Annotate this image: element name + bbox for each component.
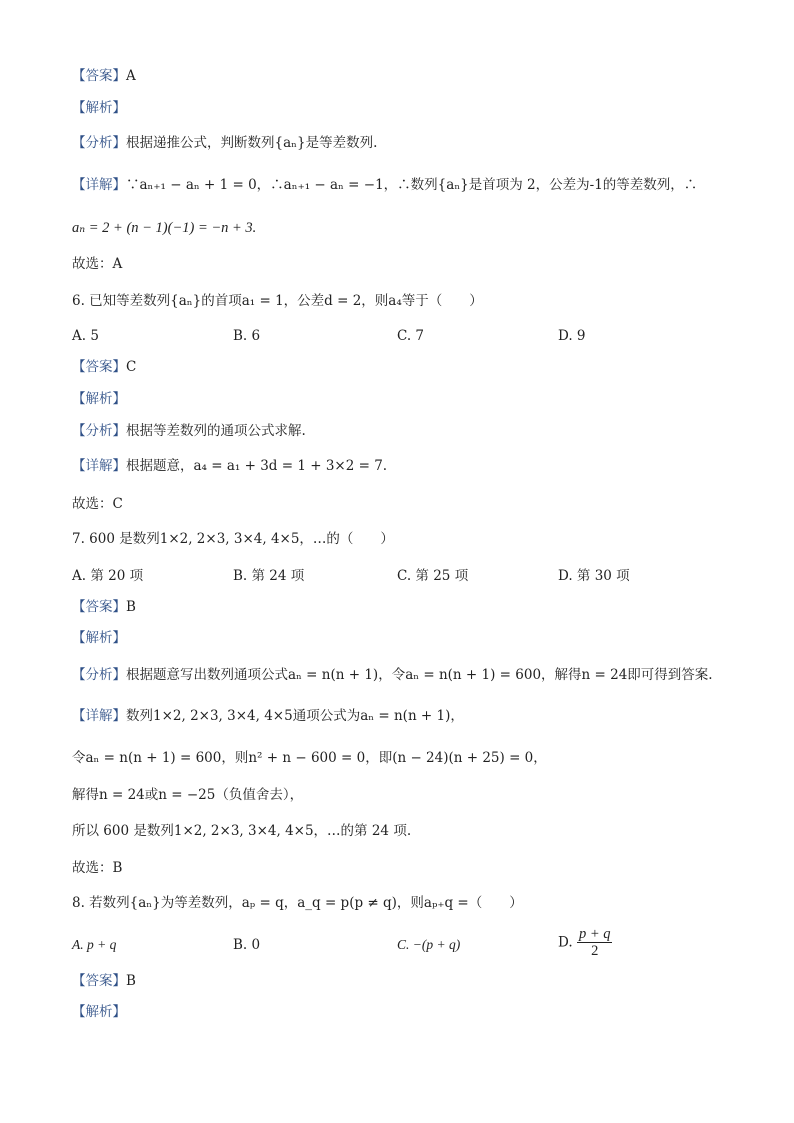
- q5-formula: aₙ = 2 + (n − 1)(−1) = −n + 3.: [72, 220, 257, 236]
- q8-option-a: A. p + q: [72, 937, 117, 952]
- fraction-numerator: p + q: [578, 926, 611, 942]
- option-d-fraction: [577, 926, 613, 959]
- fraction-denominator: 2: [591, 943, 599, 959]
- answer-tag: 【答案】: [72, 973, 126, 989]
- answer-value: C: [126, 359, 137, 375]
- q8-option-c: C. −(p + q): [397, 937, 461, 952]
- answer-value: A: [126, 68, 136, 84]
- q7-line-2: 令aₙ = n(n + 1) = 600，则n² + n − 600 = 0，即(n − 24)(n + 25) = 0，: [72, 750, 547, 766]
- q6-option-d: D. 9: [558, 328, 586, 344]
- q6-choice: 故选：C: [72, 496, 123, 512]
- q7-fenxi: [72, 665, 713, 685]
- q6-option-c: C. 7: [397, 328, 425, 344]
- q8-option-d: [558, 926, 612, 959]
- q6-option-b: B. 6: [233, 328, 261, 344]
- q5-xiangjie: [72, 175, 697, 195]
- xiangjie-text: ∵aₙ₊₁ − aₙ + 1 = 0，∴aₙ₊₁ − aₙ = −1，∴数列{aₙ}是首项为 2，公差为-1的等差数列，∴: [126, 177, 698, 193]
- q8-answer: [72, 971, 136, 991]
- answer-tag: 【答案】: [72, 359, 126, 375]
- answer-tag: 【答案】: [72, 599, 126, 615]
- q5-fenxi: [72, 133, 377, 153]
- q7-question: 7. 600 是数列1×2, 2×3, 3×4, 4×5，…的（ ）: [72, 531, 394, 547]
- fenxi-text: 根据递推公式，判断数列{aₙ}是等差数列.: [126, 135, 378, 151]
- q6-analysis-tag: 【解析】: [72, 391, 126, 407]
- option-d-label: D.: [558, 934, 573, 951]
- q7-option-b: B. 第 24 项: [233, 568, 305, 584]
- q5-answer: [72, 66, 136, 86]
- q6-xiangjie: [72, 456, 387, 476]
- xiangjie-text: 根据题意，a₄ = a₁ + 3d = 1 + 3×2 = 7.: [126, 458, 388, 474]
- fenxi-tag: 【分析】: [72, 667, 126, 683]
- q6-answer: [72, 357, 136, 377]
- fenxi-text: 根据题意写出数列通项公式aₙ = n(n + 1)，令aₙ = n(n + 1) = 600，解得n = 24即可得到答案.: [126, 667, 713, 683]
- q6-fenxi: [72, 421, 306, 441]
- xiangjie-text: 数列1×2, 2×3, 3×4, 4×5通项公式为aₙ = n(n + 1)，: [126, 708, 464, 724]
- fenxi-text: 根据等差数列的通项公式求解.: [126, 423, 306, 439]
- xiangjie-tag: 【详解】: [72, 708, 126, 724]
- answer-tag: 【答案】: [72, 68, 126, 84]
- q7-line-3: 解得n = 24或n = −25（负值舍去），: [72, 787, 304, 803]
- q6-option-a: A. 5: [72, 328, 99, 344]
- fenxi-tag: 【分析】: [72, 135, 126, 151]
- q8-option-b: B. 0: [233, 937, 261, 953]
- answer-value: B: [126, 599, 136, 615]
- q5-analysis-tag: 【解析】: [72, 100, 126, 116]
- q7-answer: [72, 597, 136, 617]
- q7-option-d: D. 第 30 项: [558, 568, 630, 584]
- fenxi-tag: 【分析】: [72, 423, 126, 439]
- q7-xiangjie: [72, 706, 464, 726]
- q7-choice: 故选：B: [72, 860, 123, 876]
- q7-line-4: 所以 600 是数列1×2, 2×3, 3×4, 4×5，…的第 24 项.: [72, 823, 412, 839]
- answer-value: B: [126, 973, 136, 989]
- q7-option-a: A. 第 20 项: [72, 568, 144, 584]
- q7-option-c: C. 第 25 项: [397, 568, 469, 584]
- xiangjie-tag: 【详解】: [72, 177, 126, 193]
- q6-question: 6. 已知等差数列{aₙ}的首项a₁ = 1，公差d = 2，则a₄等于（ ）: [72, 293, 483, 309]
- q5-choice: 故选：A: [72, 256, 123, 272]
- q7-analysis-tag: 【解析】: [72, 630, 126, 646]
- xiangjie-tag: 【详解】: [72, 458, 126, 474]
- q8-analysis-tag: 【解析】: [72, 1004, 126, 1020]
- q8-question: 8. 若数列{aₙ}为等差数列，aₚ = q，a_q = p(p ≠ q)，则aₚ₊q =（ ）: [72, 895, 523, 911]
